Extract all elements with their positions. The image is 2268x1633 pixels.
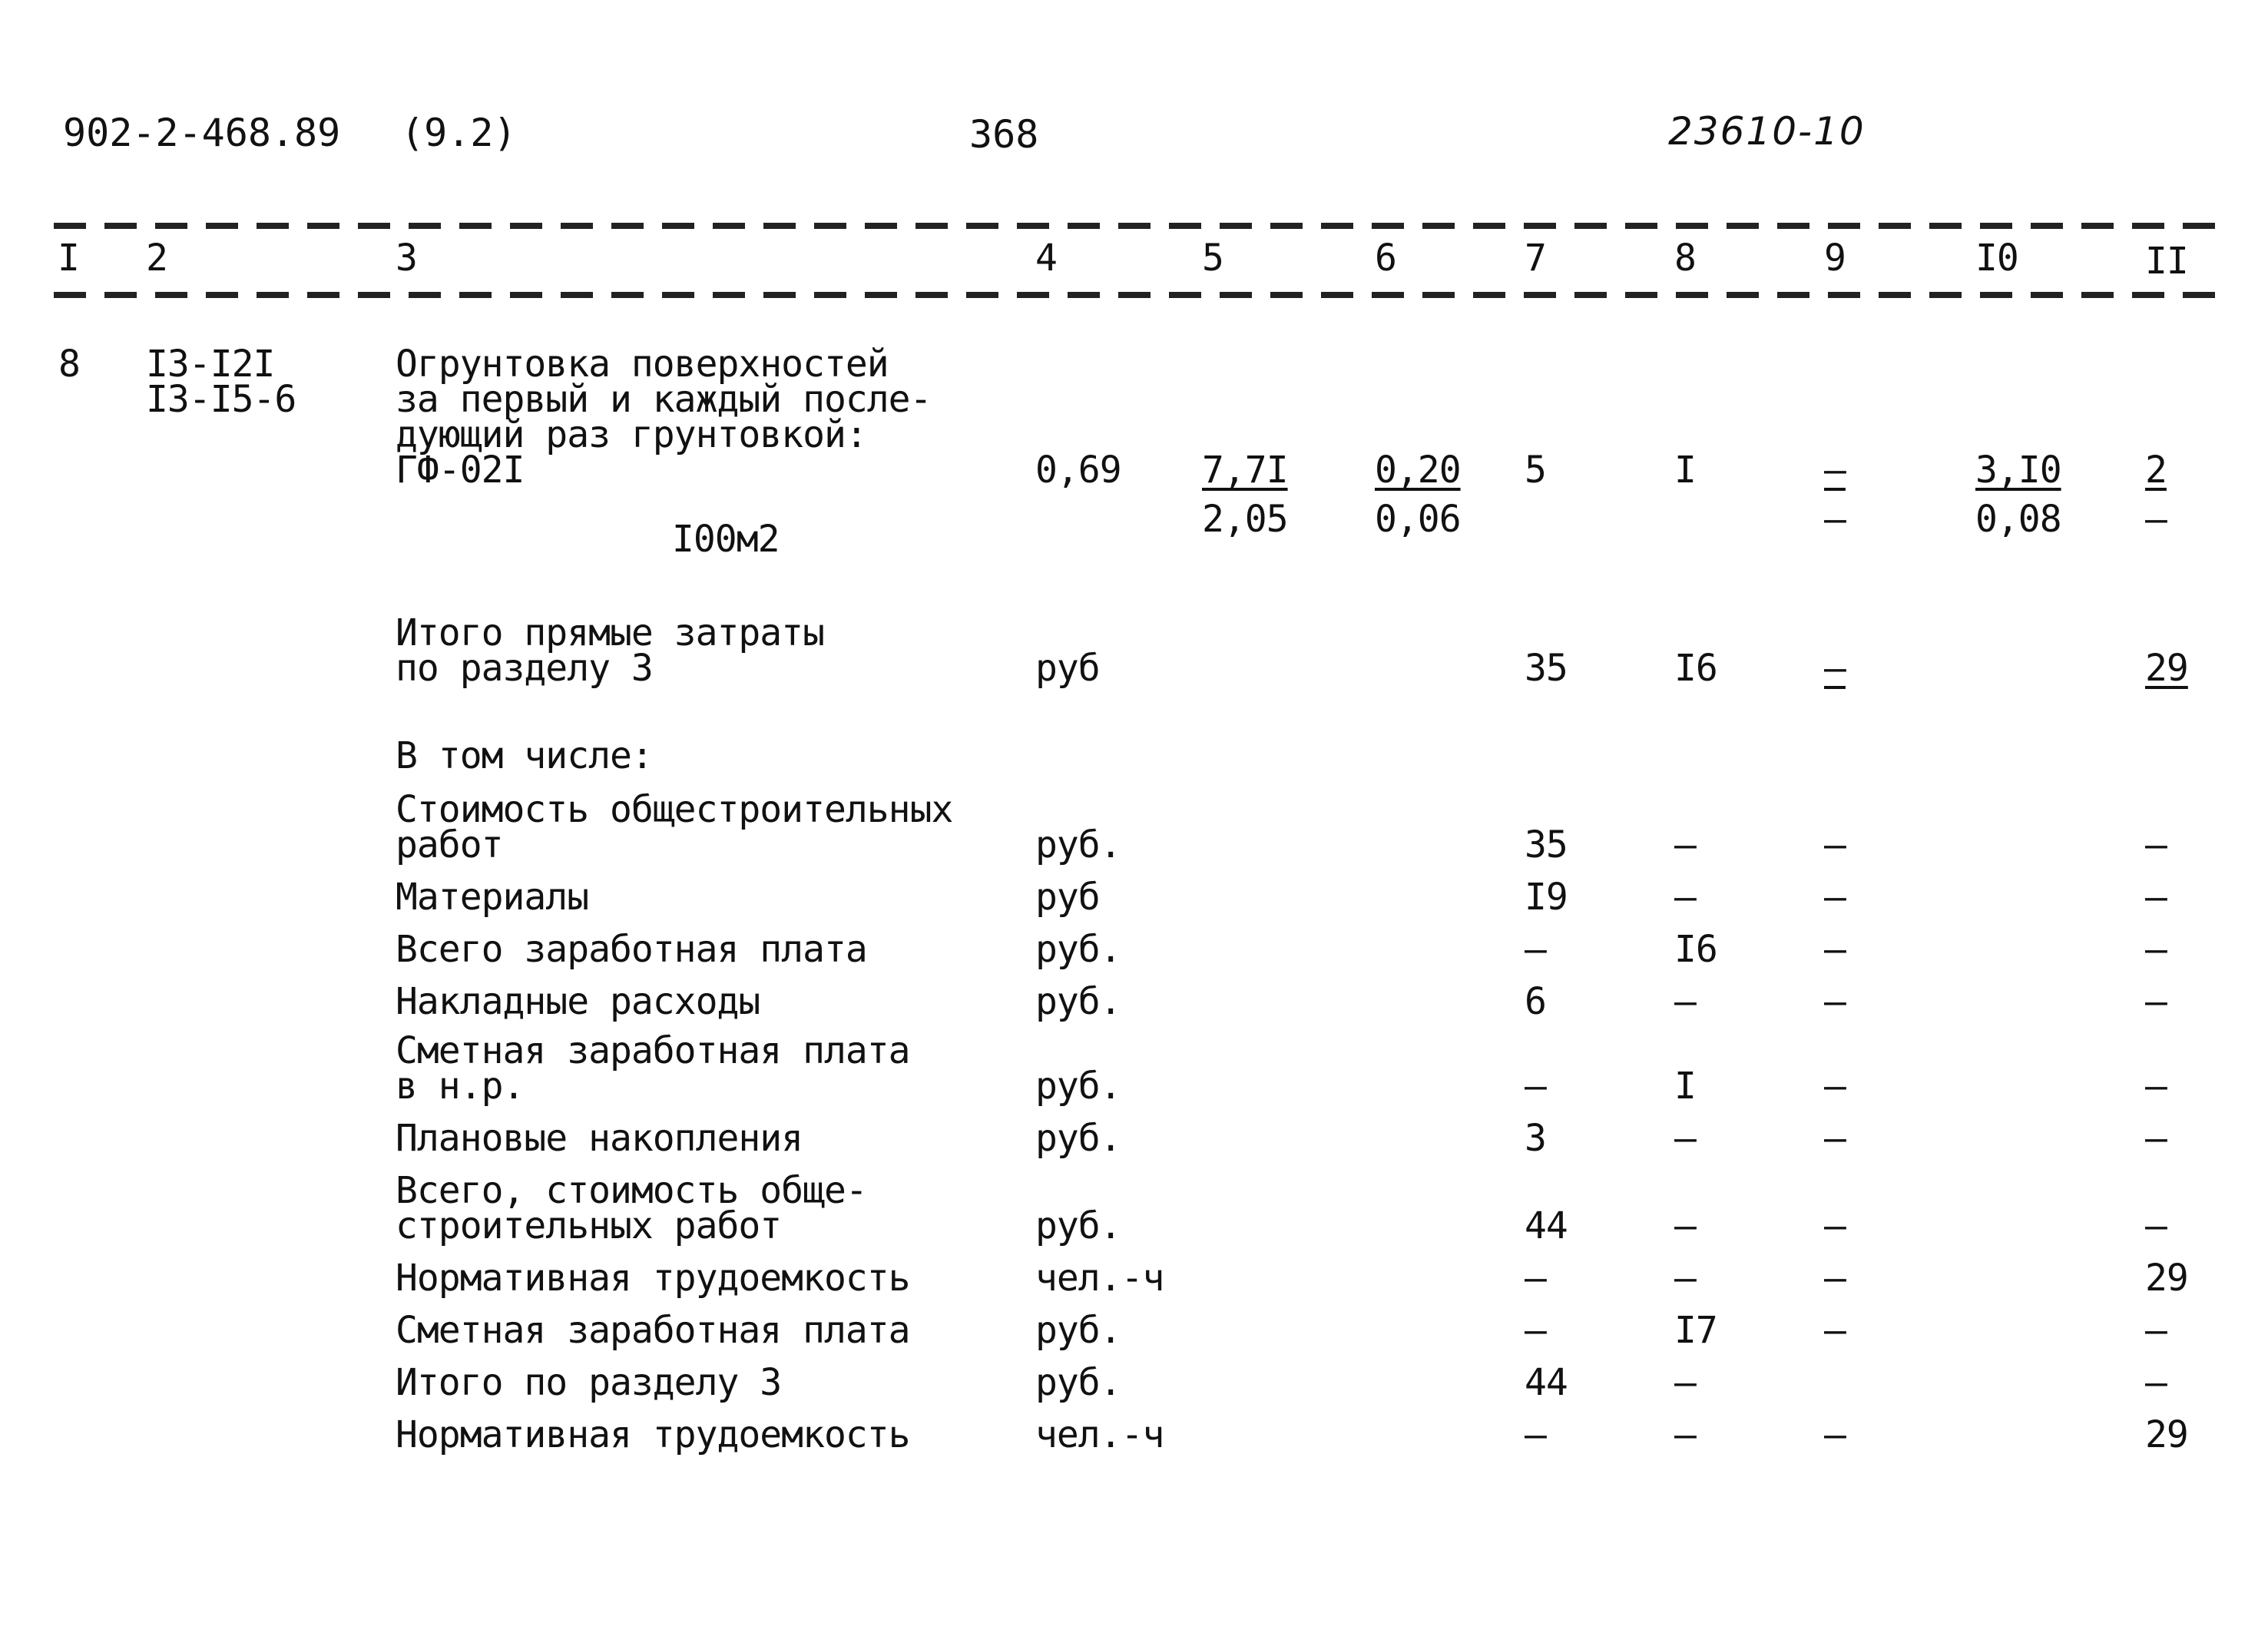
row-1-label-line-1: Стоимость общестроительных — [396, 788, 953, 831]
row-8-label: Нормативная трудоемкость — [396, 1257, 910, 1300]
row-4-col9: – — [1824, 980, 1846, 1023]
item-unit: I00м2 — [672, 518, 780, 561]
row-3-col7: – — [1525, 928, 1546, 971]
row-1-label-line-2: работ — [396, 823, 503, 866]
item-number: 8 — [58, 343, 80, 386]
item-col9-bottom: – — [1824, 498, 1846, 541]
row-11-col7: – — [1525, 1413, 1546, 1456]
row-4-unit: руб. — [1035, 980, 1121, 1023]
row-8-col9: – — [1824, 1257, 1846, 1300]
column-header-7: 7 — [1525, 237, 1546, 280]
total-direct-label-line-1: Итого прямые затраты — [396, 611, 824, 654]
row-3-col9: – — [1824, 928, 1846, 971]
row-10-label: Итого по разделу 3 — [396, 1361, 782, 1404]
row-2-col8: – — [1674, 876, 1696, 919]
row-10-col8: – — [1674, 1361, 1696, 1404]
row-1-col8: – — [1674, 823, 1696, 866]
item-col9-top: – — [1824, 449, 1846, 492]
total-direct-col9: – — [1824, 647, 1846, 690]
row-6-unit: руб. — [1035, 1117, 1121, 1160]
row-2-unit: руб — [1035, 876, 1100, 919]
item-quantity: 0,69 — [1035, 449, 1121, 492]
row-3-label: Всего заработная плата — [396, 928, 867, 971]
row-8-col7: – — [1525, 1257, 1546, 1300]
row-5-col11: – — [2145, 1065, 2167, 1108]
row-6-label: Плановые накопления — [396, 1117, 803, 1160]
row-4-label: Накладные расходы — [396, 980, 760, 1023]
column-header-2: 2 — [146, 237, 167, 280]
row-2-col7: I9 — [1525, 876, 1568, 919]
inventory-number: 23610-10 — [1668, 109, 1866, 154]
item-col5-bottom: 2,05 — [1202, 498, 1288, 541]
row-1-col9: – — [1824, 823, 1846, 866]
document-code: 902-2-468.89 — [63, 111, 341, 155]
item-col10-bottom: 0,08 — [1975, 498, 2061, 541]
item-description-line-4: ГФ-02I — [396, 449, 525, 492]
row-3-unit: руб. — [1035, 928, 1121, 971]
row-9-unit: руб. — [1035, 1309, 1121, 1352]
column-header-1: I — [58, 237, 79, 280]
item-col11-top: 2 — [2145, 449, 2167, 492]
row-11-unit: чел.-ч — [1035, 1413, 1164, 1456]
row-10-col11: – — [2145, 1361, 2167, 1404]
page-number: 368 — [969, 112, 1039, 157]
row-11-label: Нормативная трудоемкость — [396, 1413, 910, 1456]
item-description-line-2: за первый и каждый после- — [396, 378, 932, 421]
row-9-label: Сметная заработная плата — [396, 1309, 910, 1352]
total-direct-unit: руб — [1035, 647, 1100, 690]
row-6-col8: – — [1674, 1117, 1696, 1160]
row-9-col8: I7 — [1674, 1309, 1717, 1352]
row-6-col11: – — [2145, 1117, 2167, 1160]
row-7-label-line-1: Всего, стоимость обще- — [396, 1169, 867, 1212]
row-8-unit: чел.-ч — [1035, 1257, 1164, 1300]
total-direct-label-line-2: по разделу 3 — [396, 647, 653, 690]
column-header-3: 3 — [396, 237, 417, 280]
column-header-8: 8 — [1674, 237, 1696, 280]
section-number: (9.2) — [401, 111, 517, 155]
column-header-6: 6 — [1375, 237, 1396, 280]
item-col6-top: 0,20 — [1375, 449, 1461, 492]
row-5-col8: I — [1674, 1065, 1696, 1108]
item-col7: 5 — [1525, 449, 1546, 492]
row-2-col9: – — [1824, 876, 1846, 919]
row-3-col8: I6 — [1674, 928, 1717, 971]
item-col8: I — [1674, 449, 1696, 492]
row-5-label-line-2: в н.р. — [396, 1065, 525, 1108]
row-7-col8: – — [1674, 1204, 1696, 1247]
row-5-unit: руб. — [1035, 1065, 1121, 1108]
row-6-col7: 3 — [1525, 1117, 1546, 1160]
row-8-col8: – — [1674, 1257, 1696, 1300]
column-header-4: 4 — [1035, 237, 1057, 280]
total-direct-col7: 35 — [1525, 647, 1568, 690]
item-code-2: I3-I5-6 — [146, 378, 296, 421]
row-2-col11: – — [2145, 876, 2167, 919]
item-code-1: I3-I2I — [146, 343, 275, 386]
row-11-col11: 29 — [2145, 1413, 2188, 1456]
column-header-9: 9 — [1824, 237, 1846, 280]
item-description-line-3: дующий раз грунтовкой: — [396, 413, 867, 456]
row-1-unit: руб. — [1035, 823, 1121, 866]
row-4-col8: – — [1674, 980, 1696, 1023]
row-8-col11: 29 — [2145, 1257, 2188, 1300]
item-col5-top: 7,7I — [1202, 449, 1288, 492]
row-7-col7: 44 — [1525, 1204, 1568, 1247]
row-5-col9: – — [1824, 1065, 1846, 1108]
row-11-col9: – — [1824, 1413, 1846, 1456]
item-col11-bottom: – — [2145, 498, 2167, 541]
row-4-col7: 6 — [1525, 980, 1546, 1023]
column-header-5: 5 — [1202, 237, 1223, 280]
item-col10-top: 3,I0 — [1975, 449, 2061, 492]
row-1-col7: 35 — [1525, 823, 1568, 866]
row-7-col11: – — [2145, 1204, 2167, 1247]
row-7-label-line-2: строительных работ — [396, 1204, 782, 1247]
item-description-line-1: Огрунтовка поверхностей — [396, 343, 889, 386]
row-2-label: Материалы — [396, 876, 589, 919]
row-10-unit: руб. — [1035, 1361, 1121, 1404]
column-header-10: I0 — [1975, 237, 2018, 280]
total-direct-col11: 29 — [2145, 647, 2188, 690]
including-label: В том числе: — [396, 734, 653, 777]
row-9-col11: – — [2145, 1309, 2167, 1352]
row-9-col7: – — [1525, 1309, 1546, 1352]
total-direct-col8: I6 — [1674, 647, 1717, 690]
row-4-col11: – — [2145, 980, 2167, 1023]
column-header-11: II — [2145, 240, 2188, 283]
header-rule-top — [54, 223, 2216, 229]
row-7-col9: – — [1824, 1204, 1846, 1247]
row-11-col8: – — [1674, 1413, 1696, 1456]
row-6-col9: – — [1824, 1117, 1846, 1160]
row-3-col11: – — [2145, 928, 2167, 971]
row-5-label-line-1: Сметная заработная плата — [396, 1029, 910, 1072]
item-col6-bottom: 0,06 — [1375, 498, 1461, 541]
row-5-col7: – — [1525, 1065, 1546, 1108]
header-rule-bottom — [54, 292, 2216, 298]
row-1-col11: – — [2145, 823, 2167, 866]
row-7-unit: руб. — [1035, 1204, 1121, 1247]
row-10-col7: 44 — [1525, 1361, 1568, 1404]
row-9-col9: – — [1824, 1309, 1846, 1352]
